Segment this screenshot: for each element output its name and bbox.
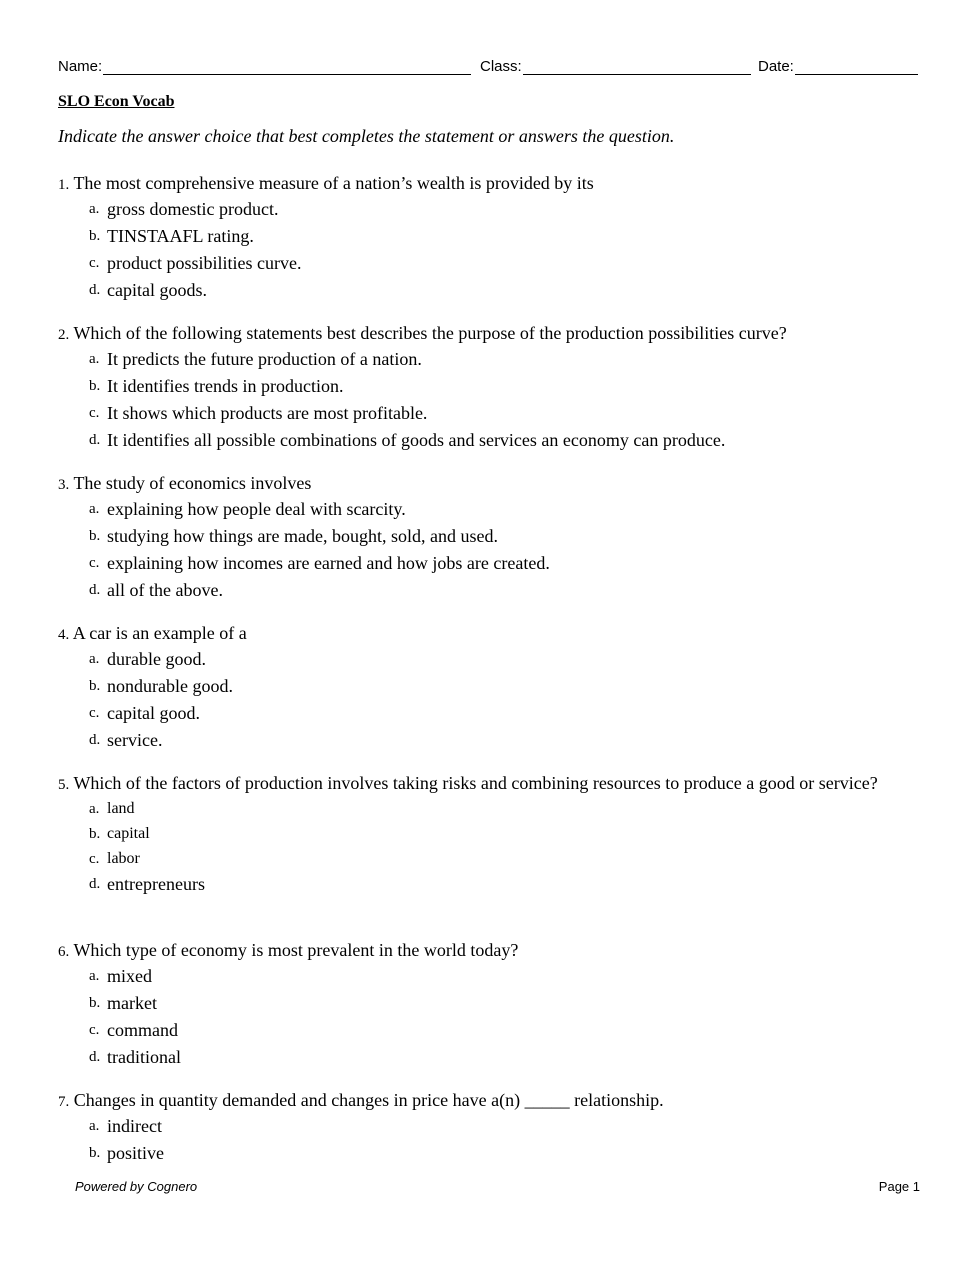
choice-c [89, 400, 888, 427]
choice-letter: d. [89, 1049, 101, 1065]
choice-text: explaining how people deal with scarcity. [107, 499, 406, 519]
choice-letter: c. [89, 705, 100, 721]
question-6 [58, 939, 888, 1071]
powered-by-footer: Powered by Cognero [75, 1179, 198, 1194]
question-number: 4. [58, 627, 70, 643]
question-number: 2. [58, 327, 70, 343]
date-field [758, 57, 918, 75]
name-field [58, 57, 471, 75]
choice-text: It predicts the future production of a nation. [107, 349, 422, 369]
question-text [58, 1089, 888, 1113]
choice-letter: b. [89, 378, 101, 394]
choice-letter: a. [89, 351, 100, 367]
choice-text: product possibilities curve. [107, 253, 302, 273]
choice-letter: c. [89, 851, 100, 867]
question-text [58, 172, 888, 196]
choice-d [89, 727, 888, 754]
choice-letter: d. [89, 282, 101, 298]
question-3 [58, 472, 888, 604]
question-text [58, 939, 888, 963]
choice-text: durable good. [107, 649, 206, 669]
question-text [58, 622, 888, 646]
choice-a [89, 496, 888, 523]
choice-b [89, 1140, 888, 1167]
choice-a [89, 646, 888, 673]
choice-letter: c. [89, 255, 100, 271]
choice-text: entrepreneurs [107, 874, 205, 894]
choice-text: traditional [107, 1047, 181, 1067]
date-line [795, 57, 918, 75]
choice-letter: c. [89, 1022, 100, 1038]
choice-a [89, 1113, 888, 1140]
choice-text: capital [107, 825, 150, 842]
class-label: Class: [480, 58, 522, 75]
question-stem: The most comprehensive measure of a nation’s wealth is provided by its [73, 173, 594, 193]
choice-c [89, 250, 888, 277]
choice-letter: c. [89, 555, 100, 571]
choice-text: capital good. [107, 703, 200, 723]
question-number: 5. [58, 777, 70, 793]
choice-d [89, 1044, 888, 1071]
question-text [58, 772, 888, 796]
choice-b [89, 223, 888, 250]
instructions: Indicate the answer choice that best completes the statement or answers the question. [58, 126, 675, 146]
choice-letter: d. [89, 876, 101, 892]
choice-letter: d. [89, 582, 101, 598]
question-7 [58, 1089, 888, 1167]
choice-text: It identifies all possible combinations of goods and services an economy can produce. [107, 430, 726, 450]
question-stem: A car is an example of a [72, 623, 247, 643]
choice-text: explaining how incomes are earned and how jobs are created. [107, 553, 550, 573]
choice-c [89, 700, 888, 727]
choice-text: It identifies trends in production. [107, 376, 344, 396]
page-number: Page 1 [878, 1179, 920, 1194]
choice-letter: b. [89, 995, 101, 1011]
choice-text: all of the above. [107, 580, 223, 600]
choice-c [89, 846, 888, 871]
choice-letter: b. [89, 228, 101, 244]
question-number: 1. [58, 177, 70, 193]
question-5 [58, 772, 888, 898]
choice-d [89, 871, 888, 898]
choice-a [89, 346, 888, 373]
choice-d [89, 577, 888, 604]
question-number: 7. [58, 1094, 70, 1110]
class-line [523, 57, 751, 75]
choice-text: positive [107, 1143, 164, 1163]
question-1 [58, 172, 888, 304]
question-text [58, 322, 888, 346]
choice-text: studying how things are made, bought, sold, and used. [107, 526, 498, 546]
choice-text: mixed [107, 966, 152, 986]
question-text [58, 472, 888, 496]
choice-text: TINSTAAFL rating. [107, 226, 254, 246]
choice-text: command [107, 1020, 178, 1040]
date-label: Date: [758, 58, 794, 75]
class-field [480, 57, 751, 75]
choice-letter: b. [89, 528, 101, 544]
choice-text: labor [107, 850, 140, 867]
choice-text: service. [107, 730, 163, 750]
choice-d [89, 277, 888, 304]
choice-letter: c. [89, 405, 100, 421]
choice-b [89, 990, 888, 1017]
choice-b [89, 673, 888, 700]
choice-c [89, 550, 888, 577]
choice-letter: a. [89, 968, 100, 984]
name-label: Name: [58, 58, 103, 75]
question-number: 3. [58, 477, 70, 493]
page-title: SLO Econ Vocab [58, 93, 175, 110]
choice-a [89, 796, 888, 821]
choice-letter: a. [89, 1118, 100, 1134]
choice-a [89, 196, 888, 223]
choice-text: land [107, 800, 135, 817]
choice-text: gross domestic product. [107, 199, 279, 219]
choice-text: capital goods. [107, 280, 207, 300]
choice-letter: b. [89, 678, 101, 694]
choice-text: It shows which products are most profitable. [107, 403, 428, 423]
question-stem: Which type of economy is most prevalent in the world today? [73, 940, 519, 960]
choice-letter: a. [89, 201, 100, 217]
choice-letter: b. [89, 826, 101, 842]
choice-text: nondurable good. [107, 676, 233, 696]
choice-b [89, 373, 888, 400]
choice-a [89, 963, 888, 990]
question-number: 6. [58, 944, 70, 960]
choice-letter: d. [89, 732, 101, 748]
question-stem: Changes in quantity demanded and changes in price have a(n) _____ relationship. [73, 1090, 664, 1110]
choice-b [89, 821, 888, 846]
choice-letter: a. [89, 651, 100, 667]
choice-letter: b. [89, 1145, 101, 1161]
question-stem: The study of economics involves [73, 473, 312, 493]
question-2 [58, 322, 888, 454]
choice-c [89, 1017, 888, 1044]
choice-letter: a. [89, 801, 100, 817]
choice-text: indirect [107, 1116, 162, 1136]
question-4 [58, 622, 888, 754]
choice-text: market [107, 993, 157, 1013]
question-stem: Which of the following statements best describes the purpose of the production possibilities curve? [73, 323, 787, 343]
choice-letter: d. [89, 432, 101, 448]
name-line [103, 57, 471, 75]
choice-letter: a. [89, 501, 100, 517]
choice-d [89, 427, 888, 454]
choice-b [89, 523, 888, 550]
question-stem: Which of the factors of production involves taking risks and combining resources to produce a good or service? [73, 773, 878, 793]
student-info-header [58, 57, 920, 79]
